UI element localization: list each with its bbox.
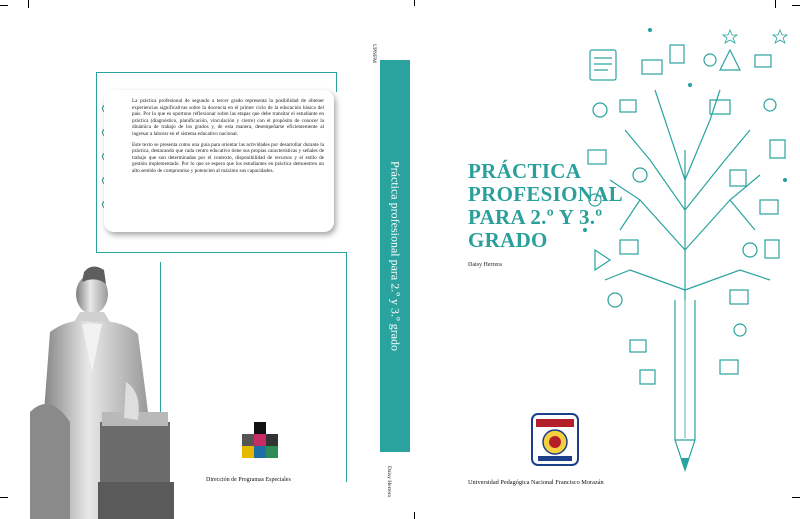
front-author: Daisy Herrera [468,262,502,268]
publisher-unit-label: Dirección de Programas Especiales [206,477,291,483]
decorative-line [336,72,337,92]
title-line: PROFESIONAL [468,182,623,206]
title-line: GRADO [468,228,548,252]
decorative-line [346,252,347,482]
blurb-paragraph: Este texto se presenta como una guía para orientar las actividades por desarrollar durante la práctica, destacando que cada centro educativo tiene sus propias características y señales de trabajo que son determinadas por el contexto, disponibilidad de recursos y el estilo de gestión implementado. Por lo que se espera que los estudiantes en práctica demuestren un alto sentido de compromiso y potencien al máximo sus capacidades. [132,141,324,174]
decorative-line [96,252,346,253]
title-line: PARA 2.º Y 3.º [468,205,603,229]
spine-author: Daisy Herrera [386,466,392,497]
blurb-paragraph: La práctica profesional de segundo a tercer grado representa la posibilidad de obtener experiencias significativas sobre la docencia en el primer ciclo de la educación básica del país. Por lo que es oportuno reflexionar sobre las etapas que debe transitar el estudiante en práctica (diagnóstico, planificación, vinculación y cierre) con el propósito de conocer la dinámica de trabajo de los grados y, de esta manera, desempeñarse eficientemente al ingresar a laborar en el sistema educativo nacional. [132,98,324,137]
spine-title: Práctica profesional para 2.º y 3.º grado [388,160,403,352]
statue-image [30,262,180,519]
back-cover [0,0,366,519]
programas-especiales-logo [240,420,280,460]
title-line: PRÁCTICA [468,159,582,183]
knowledge-tree-illustration [580,0,800,519]
university-name: Universidad Pedagógica Nacional Francisco Morazán [468,479,604,486]
decorative-line [96,72,97,252]
university-crest [530,412,580,467]
decorative-line [96,72,336,73]
spine-imprint: UPNFM [371,44,377,63]
back-cover-blurb [104,90,334,232]
